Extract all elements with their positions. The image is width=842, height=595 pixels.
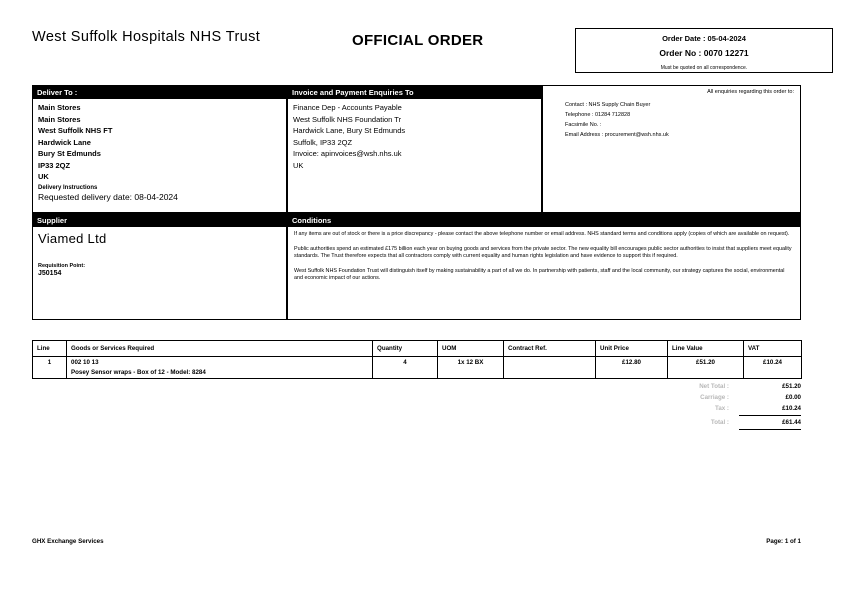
- order-info-box: [575, 28, 833, 73]
- document-footer: [32, 538, 801, 545]
- address-line: UK: [38, 172, 49, 181]
- delivery-instructions-label: Delivery Instructions: [38, 184, 98, 191]
- requisition-point-value: J50154: [38, 270, 62, 277]
- invoice-address: [288, 99, 541, 171]
- cell-contract-ref: [504, 357, 596, 379]
- order-quote-note: Must be quoted on all correspondence.: [660, 65, 748, 71]
- cell-uom: 1x 12 BX: [438, 357, 504, 379]
- line-items-table: [32, 340, 802, 379]
- cell-line-value: £51.20: [668, 357, 744, 379]
- column-header-description: Goods or Services Required: [67, 341, 373, 357]
- tax-label: Tax :: [715, 405, 729, 412]
- address-line: Main Stores: [38, 114, 81, 124]
- enquiries-facsimile: Facsimile No. :: [565, 122, 602, 128]
- invoice-email-line: Invoice: apinvoices@wsh.nhs.uk: [293, 149, 402, 158]
- column-header-line: Line: [33, 341, 67, 357]
- totals-divider: [739, 415, 801, 416]
- total-label: Total :: [710, 419, 729, 426]
- order-date: Order Date : 05-04-2024: [662, 34, 746, 43]
- conditions-paragraph: West Suffolk NHS Foundation Trust will distinguish itself by making sustainability a part of all we do. In partnership with patients, staff and the local community, our strategy captures the social, environmental and economic impact of our actions.: [294, 267, 785, 282]
- total-row-tax: [640, 403, 801, 414]
- cell-vat: £10.24: [744, 357, 802, 379]
- total-value: £61.44: [782, 419, 801, 426]
- item-description: Posey Sensor wraps - Box of 12 - Model: 8284: [71, 369, 206, 376]
- supplier-title: Supplier: [33, 214, 286, 227]
- table-row: [33, 357, 802, 379]
- conditions-text: [288, 227, 800, 283]
- invoice-line: Hardwick Lane, Bury St Edmunds: [293, 126, 406, 135]
- deliver-to-box: [32, 85, 287, 213]
- cell-quantity: 4: [373, 357, 438, 379]
- total-row-carriage: [640, 392, 801, 403]
- total-row-total: [640, 417, 801, 428]
- column-header-line-value: Line Value: [668, 341, 744, 357]
- conditions-box: [287, 213, 801, 320]
- document-header: [32, 28, 812, 76]
- total-row-net: [640, 381, 801, 392]
- deliver-to-title: Deliver To :: [33, 86, 286, 99]
- page-title: West Suffolk Hospitals NHS Trust: [32, 29, 261, 45]
- address-line: IP33 2QZ: [38, 160, 71, 170]
- enquiries-details: [543, 95, 800, 140]
- invoice-line: Finance Dep - Accounts Payable: [293, 103, 402, 112]
- deliver-to-address: [33, 99, 286, 183]
- totals-section: [640, 381, 801, 430]
- invoice-enquiries-box: [287, 85, 542, 213]
- delivery-instructions-value: Requested delivery date: 08-04-2024: [38, 191, 178, 202]
- carriage-label: Carriage :: [700, 394, 729, 401]
- column-header-unit-price: Unit Price: [596, 341, 668, 357]
- invoice-line: West Suffolk NHS Foundation Tr: [293, 114, 402, 124]
- invoice-enquiries-title: Invoice and Payment Enquiries To: [288, 86, 541, 99]
- conditions-paragraph: If any items are out of stock or there is a price discrepancy - please contact the above telephone number or email address. NHS standard terms and conditions apply (copies of which are available on request).: [294, 231, 790, 237]
- official-order-title: OFFICIAL ORDER: [352, 32, 484, 49]
- totals-divider-bottom: [739, 429, 801, 430]
- address-line: West Suffolk NHS FT: [38, 126, 113, 135]
- invoice-line: Suffolk, IP33 2QZ: [293, 137, 353, 147]
- line-items-section: [32, 340, 801, 379]
- enquiries-telephone: Telephone : 01284 712828: [565, 112, 631, 118]
- enquiries-note: All enquiries regarding this order to:: [707, 89, 794, 95]
- requisition-point-label: Requisition Point:: [38, 263, 86, 269]
- item-code: 002 10 13: [71, 359, 99, 366]
- column-header-vat: VAT: [744, 341, 802, 357]
- cell-line: 1: [33, 357, 67, 379]
- address-line: Hardwick Lane: [38, 137, 91, 147]
- tax-value: £10.24: [782, 405, 801, 412]
- order-enquiries-box: [542, 85, 801, 213]
- cell-description: [67, 357, 373, 379]
- invoice-line: UK: [293, 160, 304, 170]
- enquiries-email: Email Address : procurement@wsh.nhs.uk: [565, 132, 669, 138]
- footer-left: GHX Exchange Services: [32, 538, 104, 545]
- address-line: Main Stores: [38, 103, 81, 112]
- supplier-box: [32, 213, 287, 320]
- net-total-value: £51.20: [782, 383, 801, 390]
- table-header-row: [33, 341, 802, 357]
- conditions-title: Conditions: [288, 214, 800, 227]
- column-header-quantity: Quantity: [373, 341, 438, 357]
- cell-unit-price: £12.80: [596, 357, 668, 379]
- supplier-name: Viamed Ltd: [38, 231, 107, 246]
- net-total-label: Net Total :: [699, 383, 729, 390]
- footer-right: Page: 1 of 1: [766, 538, 801, 545]
- carriage-value: £0.00: [785, 394, 801, 401]
- enquiries-contact: Contact : NHS Supply Chain Buyer: [565, 102, 651, 108]
- conditions-paragraph: Public authorities spend an estimated £175 billion each year on buying goods and services from the private sector. The new equality bill encourages public sector authorities to insist that suppliers meet equality standards. The Trust therefore expects that all contractors comply with current equality and human rights legislation and have evidence to support this if required.: [294, 245, 792, 260]
- order-number: Order No : 0070 12271: [659, 48, 749, 58]
- column-header-contract-ref: Contract Ref.: [504, 341, 596, 357]
- column-header-uom: UOM: [438, 341, 504, 357]
- address-line: Bury St Edmunds: [38, 149, 101, 158]
